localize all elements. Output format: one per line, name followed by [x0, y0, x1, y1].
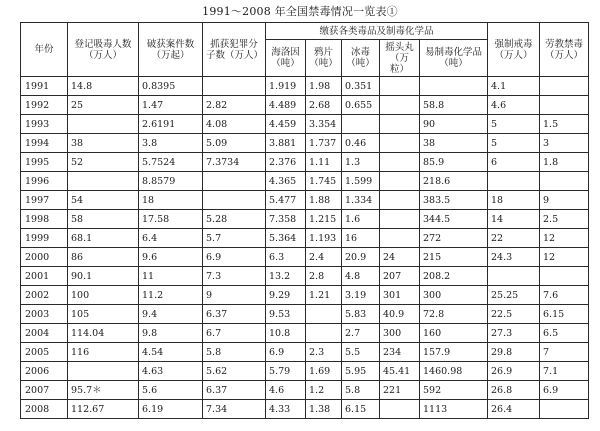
- precursor-cell: 218.6: [420, 172, 488, 191]
- table-row: [21, 172, 589, 191]
- labor-cell: 1.8: [540, 153, 589, 172]
- labor-cell: 6.5: [540, 324, 589, 343]
- cases-cell: 4.54: [139, 343, 203, 362]
- heroin-cell: 9.29: [266, 286, 306, 305]
- heroin-cell: 5.364: [266, 229, 306, 248]
- precursor-cell: 160: [420, 324, 488, 343]
- opium-cell: 2.3: [306, 343, 342, 362]
- ice-cell: 2.7: [342, 324, 380, 343]
- table-row: [21, 248, 589, 267]
- opium-cell: 3.354: [306, 115, 342, 134]
- labor-cell: 1.5: [540, 115, 589, 134]
- opium-cell: 1.38: [306, 400, 342, 419]
- cases-cell: 1.47: [139, 96, 203, 115]
- ecstasy-cell: 207: [380, 267, 420, 286]
- labor-cell: 7: [540, 343, 589, 362]
- header-ice: 冰毒（吨）: [342, 40, 380, 77]
- arrests-cell: 7.3: [203, 267, 266, 286]
- heroin-cell: 4.489: [266, 96, 306, 115]
- arrests-cell: 2.82: [203, 96, 266, 115]
- cases-cell: 5.7524: [139, 153, 203, 172]
- cases-cell: 11: [139, 267, 203, 286]
- heroin-cell: 13.2: [266, 267, 306, 286]
- arrests-cell: 5.8: [203, 343, 266, 362]
- labor-cell: [540, 96, 589, 115]
- labor-cell: [540, 77, 589, 96]
- heroin-cell: 10.8: [266, 324, 306, 343]
- table-row: [21, 191, 589, 210]
- arrests-cell: 5.7: [203, 229, 266, 248]
- precursor-cell: 85.9: [420, 153, 488, 172]
- ecstasy-cell: 40.9: [380, 305, 420, 324]
- drug-control-table: [20, 22, 589, 419]
- ecstasy-cell: [380, 229, 420, 248]
- ice-cell: 5.95: [342, 362, 380, 381]
- cases-cell: 6.19: [139, 400, 203, 419]
- cases-cell: 2.6191: [139, 115, 203, 134]
- ecstasy-cell: [380, 77, 420, 96]
- table-row: [21, 400, 589, 419]
- opium-cell: 1.98: [306, 77, 342, 96]
- header-cases-solved: 破获案件数（万起）: [139, 23, 203, 77]
- precursor-cell: 1460.98: [420, 362, 488, 381]
- cases-cell: 11.2: [139, 286, 203, 305]
- heroin-cell: 6.3: [266, 248, 306, 267]
- year-cell: 1993: [21, 115, 68, 134]
- opium-cell: 2.4: [306, 248, 342, 267]
- labor-cell: 2.5: [540, 210, 589, 229]
- ice-cell: 1.334: [342, 191, 380, 210]
- registered-cell: 38: [68, 134, 139, 153]
- heroin-cell: 1.919: [266, 77, 306, 96]
- ecstasy-cell: 301: [380, 286, 420, 305]
- labor-cell: 6.9: [540, 381, 589, 400]
- cases-cell: 6.4: [139, 229, 203, 248]
- labor-cell: [540, 400, 589, 419]
- year-cell: 2001: [21, 267, 68, 286]
- year-cell: 2004: [21, 324, 68, 343]
- precursor-cell: [420, 77, 488, 96]
- arrests-cell: 6.9: [203, 248, 266, 267]
- year-cell: 2007: [21, 381, 68, 400]
- year-cell: 2006: [21, 362, 68, 381]
- ecstasy-cell: [380, 172, 420, 191]
- ecstasy-cell: [380, 210, 420, 229]
- opium-cell: 1.745: [306, 172, 342, 191]
- arrests-cell: 9: [203, 286, 266, 305]
- cases-cell: 5.6: [139, 381, 203, 400]
- heroin-cell: 7.358: [266, 210, 306, 229]
- opium-cell: [306, 305, 342, 324]
- precursor-cell: 215: [420, 248, 488, 267]
- year-cell: 2002: [21, 286, 68, 305]
- arrests-cell: 7.3734: [203, 153, 266, 172]
- ice-cell: 5.5: [342, 343, 380, 362]
- ice-cell: 0.46: [342, 134, 380, 153]
- rehab-cell: 25.25: [488, 286, 540, 305]
- registered-cell: 90.1: [68, 267, 139, 286]
- cases-cell: 17.58: [139, 210, 203, 229]
- ecstasy-cell: 234: [380, 343, 420, 362]
- arrests-cell: 6.37: [203, 305, 266, 324]
- ecstasy-cell: 24: [380, 248, 420, 267]
- year-cell: 2008: [21, 400, 68, 419]
- opium-cell: 2.8: [306, 267, 342, 286]
- ice-cell: 1.599: [342, 172, 380, 191]
- registered-cell: 58: [68, 210, 139, 229]
- header-heroin: 海洛因（吨）: [266, 40, 306, 77]
- table-row: [21, 362, 589, 381]
- year-cell: 1997: [21, 191, 68, 210]
- table-row: [21, 115, 589, 134]
- ice-cell: [342, 115, 380, 134]
- ecstasy-cell: [380, 96, 420, 115]
- opium-cell: 1.2: [306, 381, 342, 400]
- ice-cell: 1.3: [342, 153, 380, 172]
- arrests-cell: 5.09: [203, 134, 266, 153]
- ecstasy-cell: [380, 400, 420, 419]
- table-title: 1991～2008 年全国禁毒情况一览表①: [202, 5, 398, 18]
- year-cell: 1999: [21, 229, 68, 248]
- table-row: [21, 134, 589, 153]
- table-row: [21, 229, 589, 248]
- registered-cell: 100: [68, 286, 139, 305]
- precursor-cell: 90: [420, 115, 488, 134]
- cases-cell: 18: [139, 191, 203, 210]
- registered-cell: [68, 172, 139, 191]
- rehab-cell: 22.5: [488, 305, 540, 324]
- table-body: [21, 77, 589, 419]
- table-row: [21, 305, 589, 324]
- rehab-cell: 5: [488, 134, 540, 153]
- rehab-cell: 29.8: [488, 343, 540, 362]
- rehab-cell: 4.1: [488, 77, 540, 96]
- registered-cell: 86: [68, 248, 139, 267]
- heroin-cell: 6.9: [266, 343, 306, 362]
- ice-cell: 4.8: [342, 267, 380, 286]
- rehab-cell: 27.3: [488, 324, 540, 343]
- rehab-cell: 26.9: [488, 362, 540, 381]
- year-cell: 2003: [21, 305, 68, 324]
- ice-cell: 5.8: [342, 381, 380, 400]
- year-cell: 1996: [21, 172, 68, 191]
- labor-cell: [540, 267, 589, 286]
- registered-cell: 52: [68, 153, 139, 172]
- rehab-cell: 18: [488, 191, 540, 210]
- precursor-cell: 58.8: [420, 96, 488, 115]
- year-cell: 1992: [21, 96, 68, 115]
- ecstasy-cell: 300: [380, 324, 420, 343]
- opium-cell: 1.11: [306, 153, 342, 172]
- cases-cell: 3.8: [139, 134, 203, 153]
- precursor-cell: 344.5: [420, 210, 488, 229]
- rehab-cell: 22: [488, 229, 540, 248]
- arrests-cell: 6.37: [203, 381, 266, 400]
- heroin-cell: 4.6: [266, 381, 306, 400]
- labor-cell: 7.1: [540, 362, 589, 381]
- ecstasy-cell: 221: [380, 381, 420, 400]
- ecstasy-cell: [380, 115, 420, 134]
- registered-cell: 116: [68, 343, 139, 362]
- cases-cell: 9.4: [139, 305, 203, 324]
- header-year: 年份: [21, 23, 68, 77]
- registered-cell: 114.04: [68, 324, 139, 343]
- opium-cell: 1.69: [306, 362, 342, 381]
- arrests-cell: [203, 77, 266, 96]
- heroin-cell: 4.33: [266, 400, 306, 419]
- header-opium: 鸦片（吨）: [306, 40, 342, 77]
- heroin-cell: 4.365: [266, 172, 306, 191]
- rehab-cell: [488, 267, 540, 286]
- heroin-cell: 9.53: [266, 305, 306, 324]
- precursor-cell: 1113: [420, 400, 488, 419]
- table-row: [21, 324, 589, 343]
- arrests-cell: [203, 191, 266, 210]
- opium-cell: 1.193: [306, 229, 342, 248]
- cases-cell: 4.63: [139, 362, 203, 381]
- arrests-cell: 4.08: [203, 115, 266, 134]
- year-cell: 1995: [21, 153, 68, 172]
- precursor-cell: 592: [420, 381, 488, 400]
- opium-cell: [306, 324, 342, 343]
- rehab-cell: 26.8: [488, 381, 540, 400]
- cases-cell: 0.8395: [139, 77, 203, 96]
- rehab-cell: [488, 172, 540, 191]
- table-row: [21, 210, 589, 229]
- table-row: [21, 77, 589, 96]
- precursor-cell: 300: [420, 286, 488, 305]
- ecstasy-cell: [380, 191, 420, 210]
- registered-cell: 25: [68, 96, 139, 115]
- opium-cell: 2.68: [306, 96, 342, 115]
- precursor-cell: 272: [420, 229, 488, 248]
- labor-cell: 7.6: [540, 286, 589, 305]
- precursor-cell: 157.9: [420, 343, 488, 362]
- labor-cell: [540, 172, 589, 191]
- labor-cell: 9: [540, 191, 589, 210]
- ecstasy-cell: [380, 134, 420, 153]
- header-compulsory-rehab: 强制戒毒（万人）: [488, 23, 540, 77]
- opium-cell: 1.21: [306, 286, 342, 305]
- heroin-cell: 5.79: [266, 362, 306, 381]
- labor-cell: 3: [540, 134, 589, 153]
- arrests-cell: 7.34: [203, 400, 266, 419]
- registered-cell: [68, 115, 139, 134]
- ice-cell: 6.15: [342, 400, 380, 419]
- heroin-cell: 3.881: [266, 134, 306, 153]
- ice-cell: 16: [342, 229, 380, 248]
- ice-cell: 0.655: [342, 96, 380, 115]
- ecstasy-cell: 45.41: [380, 362, 420, 381]
- labor-cell: 12: [540, 229, 589, 248]
- header-labor-rehab: 劳教禁毒（万人）: [540, 23, 589, 77]
- arrests-cell: [203, 172, 266, 191]
- year-cell: 2005: [21, 343, 68, 362]
- arrests-cell: 6.7: [203, 324, 266, 343]
- opium-cell: 1.88: [306, 191, 342, 210]
- ice-cell: 20.9: [342, 248, 380, 267]
- table-header: [21, 23, 589, 77]
- heroin-cell: 4.459: [266, 115, 306, 134]
- ice-cell: 3.19: [342, 286, 380, 305]
- arrests-cell: 5.28: [203, 210, 266, 229]
- ice-cell: 1.6: [342, 210, 380, 229]
- rehab-cell: 24.3: [488, 248, 540, 267]
- year-cell: 1998: [21, 210, 68, 229]
- arrests-cell: 5.62: [203, 362, 266, 381]
- year-cell: 1991: [21, 77, 68, 96]
- rehab-cell: 4.6: [488, 96, 540, 115]
- header-registered-users: 登记吸毒人数（万人）: [68, 23, 139, 77]
- registered-cell: [68, 362, 139, 381]
- table-row: [21, 153, 589, 172]
- registered-cell: 95.7＊: [68, 381, 139, 400]
- precursor-cell: 208.2: [420, 267, 488, 286]
- table-row: [21, 96, 589, 115]
- header-arrests: 抓获犯罪分子数（万人）: [203, 23, 266, 77]
- registered-cell: 14.8: [68, 77, 139, 96]
- registered-cell: 54: [68, 191, 139, 210]
- precursor-cell: 38: [420, 134, 488, 153]
- ecstasy-cell: [380, 153, 420, 172]
- opium-cell: 1.737: [306, 134, 342, 153]
- year-cell: 1994: [21, 134, 68, 153]
- ice-cell: 5.83: [342, 305, 380, 324]
- cases-cell: 9.6: [139, 248, 203, 267]
- header-precursor-chemicals: 易制毒化学品（吨）: [420, 40, 488, 77]
- heroin-cell: 2.376: [266, 153, 306, 172]
- rehab-cell: 26.4: [488, 400, 540, 419]
- precursor-cell: 383.5: [420, 191, 488, 210]
- ice-cell: 0.351: [342, 77, 380, 96]
- opium-cell: 1.215: [306, 210, 342, 229]
- table-row: [21, 343, 589, 362]
- registered-cell: 68.1: [68, 229, 139, 248]
- labor-cell: 12: [540, 248, 589, 267]
- rehab-cell: 14: [488, 210, 540, 229]
- cases-cell: 9.8: [139, 324, 203, 343]
- labor-cell: 6.15: [540, 305, 589, 324]
- header-seized-group: 缴获各类毒品及制毒化学品: [266, 23, 488, 40]
- table-row: [21, 286, 589, 305]
- rehab-cell: 5: [488, 115, 540, 134]
- table-row: [21, 381, 589, 400]
- registered-cell: 105: [68, 305, 139, 324]
- year-cell: 2000: [21, 248, 68, 267]
- table-row: [21, 267, 589, 286]
- precursor-cell: 72.8: [420, 305, 488, 324]
- registered-cell: 112.67: [68, 400, 139, 419]
- header-ecstasy: 摇头丸（万粒）: [380, 40, 420, 77]
- cases-cell: 8.8579: [139, 172, 203, 191]
- rehab-cell: 6: [488, 153, 540, 172]
- heroin-cell: 5.477: [266, 191, 306, 210]
